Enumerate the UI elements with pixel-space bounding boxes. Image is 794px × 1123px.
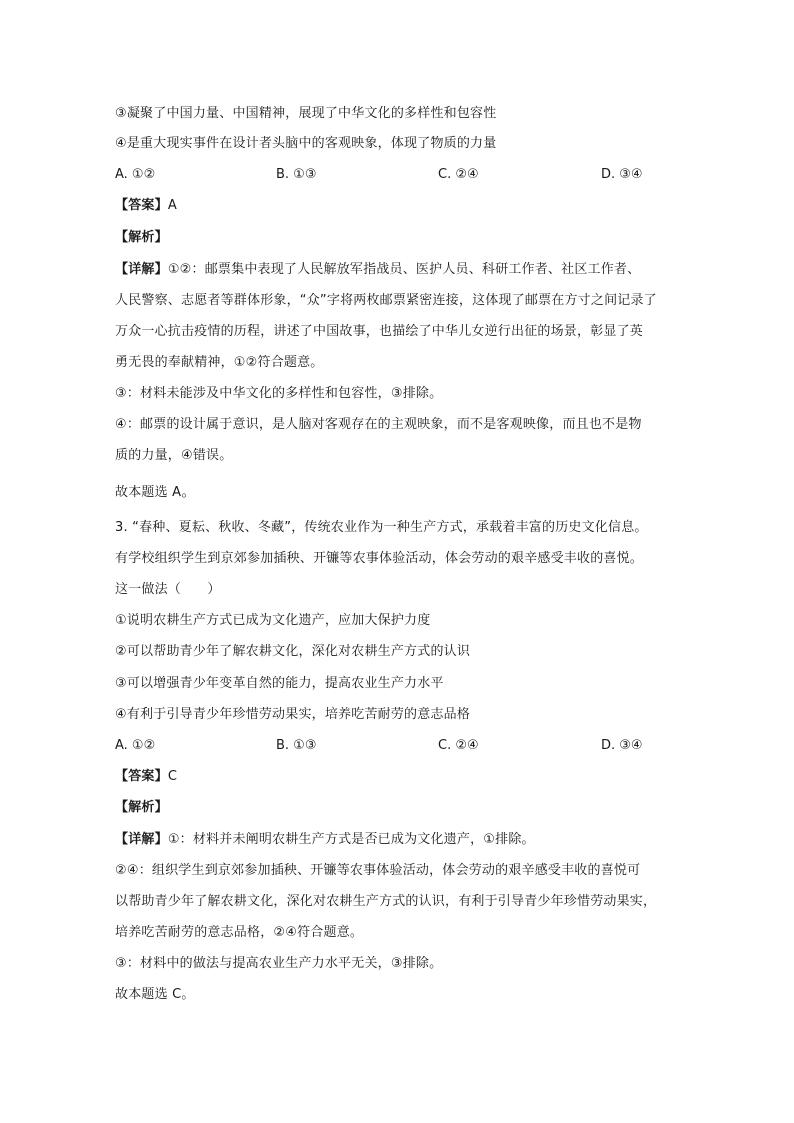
q3-stem-line-3: 这一做法（ ） [115,582,221,597]
q2-statement-3: ③凝聚了中国力量、中国精神，展现了中华文化的多样性和包容性 [115,106,497,121]
q3-analysis-heading [115,798,690,818]
q2-option-b: B. ①③ [276,167,317,182]
q3-detail-text: ①：材料并未阐明农耕生产方式是否已成为文化遗产，①排除。 [167,832,535,847]
q2-explain-line-3: 质的力量，④错误。 [115,448,233,463]
q3-answer-value: C [167,769,178,784]
q3-conclusion: 故本题选 C。 [115,987,195,1002]
q2-detail-line-2: 人民警察、志愿者等群体形象，“众”字将两枚邮票紧密连接，这体现了邮票在方寸之间记录了 [115,293,657,308]
q2-explain-line-1: ③：材料未能涉及中华文化的多样性和包容性，③排除。 [115,386,443,401]
q3-option-d: D. ③④ [601,738,643,753]
q2-detail-line-1 [115,260,690,280]
q2-answer-tag: 【答案】 [115,198,168,213]
q3-detail-line [115,830,690,850]
q2-option-a: A. ①② [115,167,156,182]
q3-options [115,736,675,756]
q3-statement-4: ④有利于引导青少年珍惜劳动果实，培养吃苦耐劳的意志品格 [115,707,471,722]
q3-analysis-tag: 【解析】 [115,800,168,815]
q3-detail-tag: 【详解】 [115,832,168,847]
q3-stem-line-2: 有学校组织学生到京郊参加插秧、开镰等农事体验活动，体会劳动的艰辛感受丰收的喜悦。 [115,551,644,566]
q3-option-b: B. ①③ [276,738,317,753]
q2-detail-text-1: ①②：邮票集中表现了人民解放军指战员、医护人员、科研工作者、社区工作者、 [167,262,641,277]
q2-conclusion-text: 故本题选 A [115,485,182,500]
q3-explain-line-2: 以帮助青少年了解农耕文化，深化对农耕生产方式的认识，有利于引导青少年珍惜劳动果实， [115,894,657,909]
q2-option-c: C. ②④ [438,167,479,182]
q2-answer-value: A [167,198,177,213]
q2-option-d: D. ③④ [601,167,643,182]
q3-statement-3: ③可以增强青少年变革自然的能力，提高农业生产力水平 [115,676,444,691]
q2-detail-line-4: 勇无畏的奉献精神，①②符合题意。 [115,355,324,370]
q2-analysis-heading [115,228,690,248]
q3-explain-line-4: ③：材料中的做法与提高农业生产力水平无关，③排除。 [115,956,443,971]
q3-explain-line-3: 培养吃苦耐劳的意志品格，②④符合题意。 [115,925,364,940]
q2-detail-line-3: 万众一心抗击疫情的历程，讲述了中国故事，也描绘了中华儿女逆行出征的场景，彰显了英 [115,324,644,339]
q3-answer [115,767,690,787]
q2-conclusion [115,481,690,503]
q2-analysis-tag: 【解析】 [115,230,168,245]
q3-explain-line-1: ②④：组织学生到京郊参加插秧、开镰等农事体验活动，体会劳动的艰辛感受丰收的喜悦可 [115,863,641,878]
q2-detail-tag: 【详解】 [115,262,168,277]
q3-stem-line-1: 3. “春种、夏耘、秋收、冬藏”，传统农业作为一种生产方式，承载着丰富的历史文化信息。 [115,520,648,535]
q3-statement-2: ②可以帮助青少年了解农耕文化，深化对农耕生产方式的认识 [115,644,471,659]
q3-option-a: A. ①② [115,738,156,753]
q3-statement-1: ①说明农耕生产方式已成为文化遗产，应加大保护力度 [115,613,431,628]
q2-explain-line-2: ④：邮票的设计属于意识，是人脑对客观存在的主观映象，而不是客观映像，而且也不是物 [115,417,642,432]
q3-option-c: C. ②④ [438,738,479,753]
q2-answer [115,196,690,216]
q2-conclusion-period: 。 [181,482,197,500]
q2-options [115,165,675,185]
q2-statement-4: ④是重大现实事件在设计者头脑中的客观映象，体现了物质的力量 [115,136,497,151]
q3-answer-tag: 【答案】 [115,769,168,784]
